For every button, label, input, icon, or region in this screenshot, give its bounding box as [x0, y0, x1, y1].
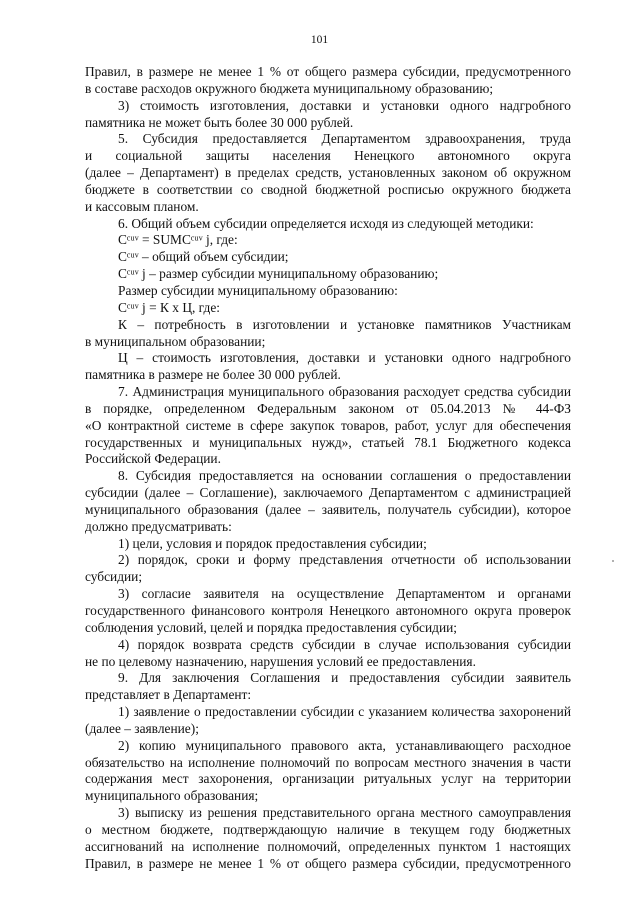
text-line: (далее – Департамент) в пределах средств, установленных законом об окружном — [85, 165, 571, 181]
text-line: представляет в Департамент: — [85, 687, 252, 703]
text-line: в муниципальном образовании; — [85, 333, 266, 349]
text-line: Российской Федерации. — [85, 451, 221, 467]
text-line: муниципального образования; — [85, 788, 259, 804]
text-line: Сᶜᵘᵛ j – размер субсидии муниципальному образованию; — [118, 266, 439, 282]
text-line: 6. Общий объем субсидии определяется исходя из следующей методики: — [118, 215, 534, 231]
text-line: и социальной защиты населения Ненецкого автономного округа — [85, 148, 571, 164]
text-line: 8. Субсидия предоставляется на основании соглашения о предоставлении — [118, 468, 571, 484]
text-line: памятника в размере не более 30 000 рублей. — [85, 367, 341, 383]
text-line: государственных и муниципальных нужд», статьей 78.1 Бюджетного кодекса — [85, 434, 571, 450]
text-line: содержания мест захоронения, организации ритуальных услуг на территории — [85, 771, 571, 787]
text-line: 3) выписку из решения представительного органа местного самоуправления — [118, 805, 571, 821]
text-line: К – потребность в изготовлении и установке памятников Участникам — [118, 316, 571, 332]
scan-speck — [612, 560, 614, 562]
text-line: Сᶜᵘᵛ = SUMCᶜᵘᵛ j, где: — [118, 232, 238, 248]
text-line: 4) порядок возврата средств субсидии в случае использования субсидии — [118, 636, 571, 652]
text-line: Размер субсидии муниципальному образованию: — [118, 282, 398, 298]
text-line: в составе расходов окружного бюджета муниципальному образованию; — [85, 80, 494, 96]
text-line: соблюдения условий, целей и порядка предоставления субсидии; — [85, 619, 458, 635]
text-line: не по целевому назначению, нарушения условий ее предоставления. — [85, 653, 476, 669]
text-line: 2) копию муниципального правового акта, устанавливающего расходное — [118, 737, 571, 753]
text-line: субсидии; — [85, 569, 143, 585]
text-line: (далее – заявление); — [85, 720, 199, 736]
text-line: должно предусматривать: — [85, 518, 232, 534]
text-line: Правил, в размере не менее 1 % от общего размера субсидии, предусмотренного — [85, 855, 571, 871]
text-line: в порядке, определенном Федеральным законом от 05.04.2013 № 44-ФЗ — [85, 400, 571, 416]
text-line: ассигнований на исполнение полномочий, определенных пунктом 1 настоящих — [85, 838, 571, 854]
text-line: памятника не может быть более 30 000 рублей. — [85, 114, 354, 130]
text-line: 7. Администрация муниципального образования расходует средства субсидии — [118, 384, 571, 400]
text-line: «О контрактной системе в сфере закупок товаров, работ, услуг для обеспечения — [85, 417, 571, 433]
text-line: государственного финансового контроля Ненецкого автономного округа проверок — [85, 603, 571, 618]
text-line: 2) порядок, сроки и форму представления отчетности об использовании — [118, 552, 571, 568]
text-line: 3) согласие заявителя на осуществление Департаментом и органами — [118, 586, 571, 602]
text-line: 1) заявление о предоставлении субсидии с указанием количества захоронений — [118, 704, 571, 720]
document-body — [85, 64, 571, 873]
text-line: Ц – стоимость изготовления, доставки и установки одного надгробного — [118, 350, 571, 366]
text-line: 5. Субсидия предоставляется Департаментом здравоохранения, труда — [118, 131, 571, 147]
text-line: 3) стоимость изготовления, доставки и установки одного надгробного — [118, 97, 571, 113]
text-line: о местном бюджете, подтверждающую наличие в текущем году бюджетных — [85, 821, 571, 837]
text-line: 9. Для заключения Соглашения и предоставления субсидии заявитель — [118, 670, 571, 686]
text-line: Правил, в размере не менее 1 % от общего размера субсидии, предусмотренного — [85, 64, 571, 79]
text-line: бюджете в соответствии со сводной бюджетной росписью окружного бюджета — [85, 181, 571, 197]
text-line: обязательство на исполнение полномочий по вопросам местного значения в части — [85, 754, 571, 770]
text-line: Сᶜᵘᵛ j = К х Ц, где: — [118, 299, 220, 315]
text-line: муниципального образования (далее – заявитель, получатель субсидии), которое — [85, 501, 571, 517]
page-number: 101 — [310, 34, 329, 46]
text-line: и кассовым планом. — [85, 198, 199, 214]
text-line: Сᶜᵘᵛ – общий объем субсидии; — [118, 249, 289, 265]
text-line: 1) цели, условия и порядок предоставления субсидии; — [118, 535, 427, 551]
text-line: субсидии (далее – Соглашение), заключаемого Департаментом с администрацией — [85, 485, 571, 501]
